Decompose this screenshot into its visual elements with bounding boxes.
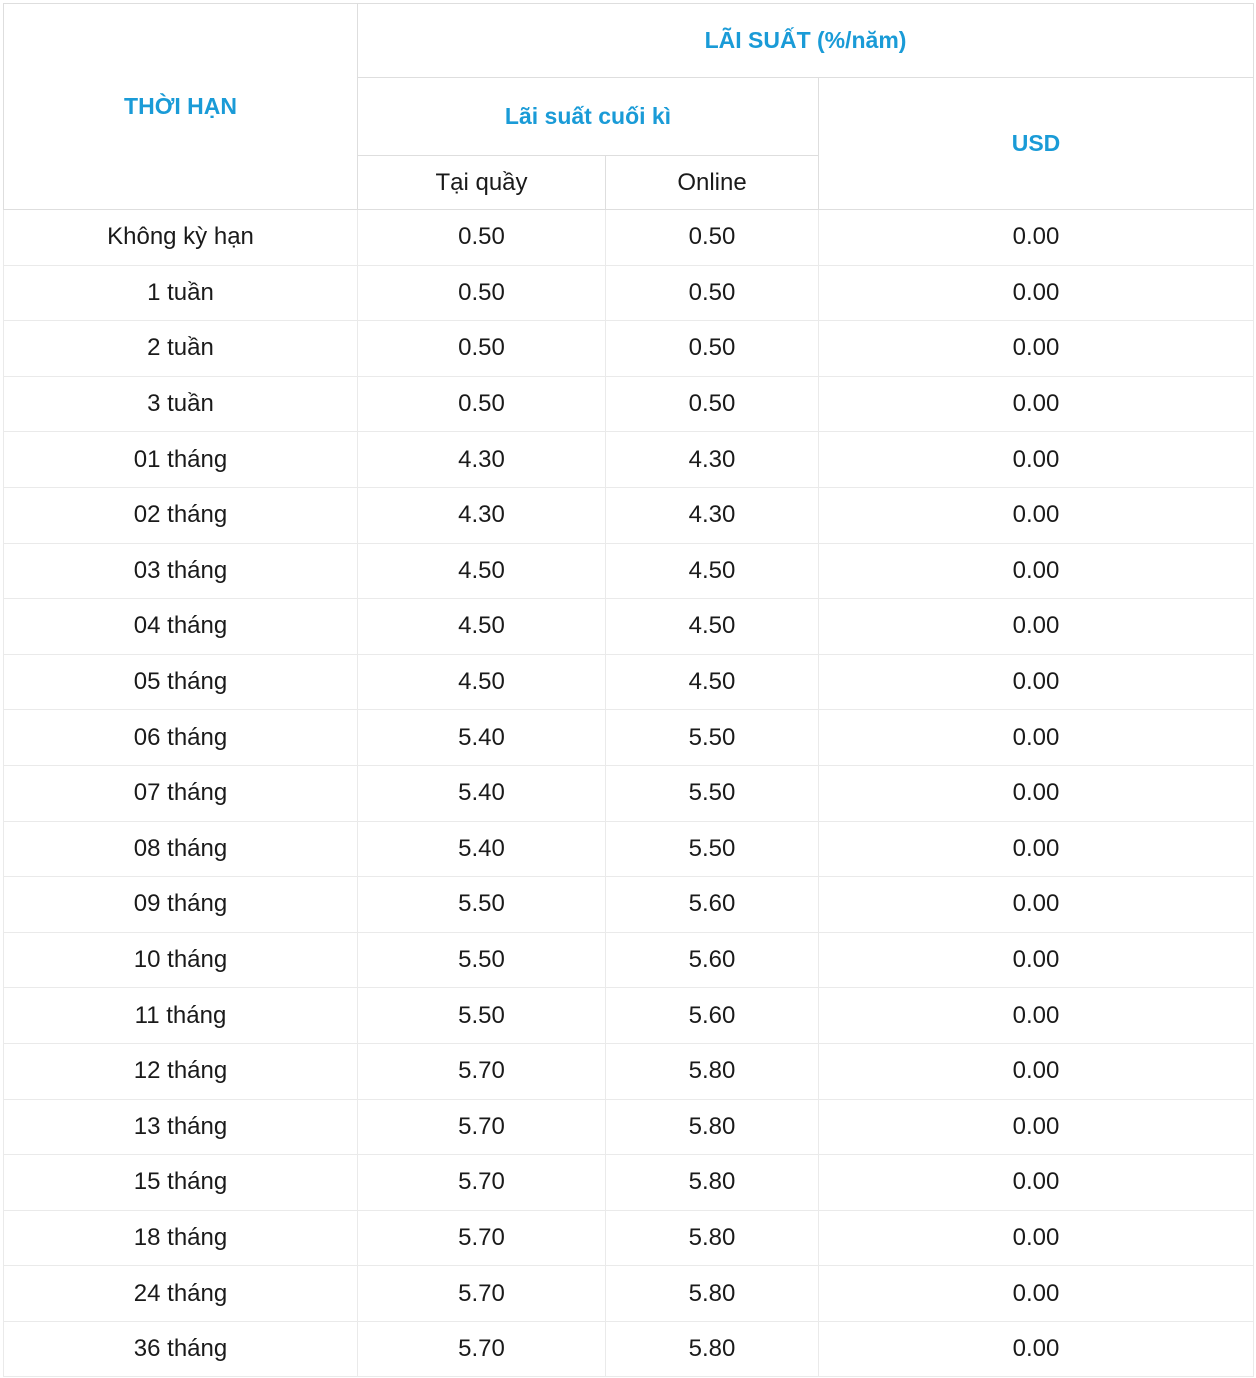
counter-rate-cell: 5.70 <box>358 1266 606 1322</box>
counter-rate-cell: 5.40 <box>358 765 606 821</box>
end-of-term-group-header: Lãi suất cuối kì <box>358 78 819 156</box>
usd-rate-cell: 0.00 <box>819 543 1254 599</box>
table-row <box>4 1043 1254 1099</box>
counter-rate-cell: 5.70 <box>358 1043 606 1099</box>
counter-rate-cell: 4.30 <box>358 487 606 543</box>
table-row <box>4 321 1254 377</box>
header-row-term-and-rate <box>4 4 1254 78</box>
online-rate-cell: 0.50 <box>606 265 819 321</box>
table-row <box>4 599 1254 655</box>
table-row <box>4 821 1254 877</box>
term-cell: 06 tháng <box>4 710 358 766</box>
table-row <box>4 1155 1254 1211</box>
table-row <box>4 1321 1254 1377</box>
usd-rate-cell: 0.00 <box>819 1043 1254 1099</box>
usd-rate-cell: 0.00 <box>819 487 1254 543</box>
usd-rate-cell: 0.00 <box>819 710 1254 766</box>
usd-rate-cell: 0.00 <box>819 877 1254 933</box>
usd-rate-cell: 0.00 <box>819 988 1254 1044</box>
online-rate-cell: 0.50 <box>606 210 819 266</box>
counter-rate-cell: 4.50 <box>358 543 606 599</box>
usd-rate-cell: 0.00 <box>819 376 1254 432</box>
table-row <box>4 543 1254 599</box>
usd-rate-cell: 0.00 <box>819 1155 1254 1211</box>
counter-rate-cell: 0.50 <box>358 265 606 321</box>
interest-rate-table <box>3 3 1254 1377</box>
channel-header-online: Online <box>606 156 819 210</box>
usd-rate-cell: 0.00 <box>819 932 1254 988</box>
online-rate-cell: 5.80 <box>606 1099 819 1155</box>
table-row <box>4 265 1254 321</box>
usd-rate-cell: 0.00 <box>819 1099 1254 1155</box>
online-rate-cell: 5.80 <box>606 1043 819 1099</box>
counter-rate-cell: 5.70 <box>358 1155 606 1211</box>
usd-rate-cell: 0.00 <box>819 765 1254 821</box>
counter-rate-cell: 0.50 <box>358 210 606 266</box>
table-row <box>4 376 1254 432</box>
usd-rate-cell: 0.00 <box>819 654 1254 710</box>
usd-rate-cell: 0.00 <box>819 821 1254 877</box>
online-rate-cell: 5.60 <box>606 932 819 988</box>
online-rate-cell: 0.50 <box>606 321 819 377</box>
online-rate-cell: 4.50 <box>606 543 819 599</box>
counter-rate-cell: 4.50 <box>358 654 606 710</box>
online-rate-cell: 4.30 <box>606 487 819 543</box>
online-rate-cell: 4.50 <box>606 599 819 655</box>
table-row <box>4 932 1254 988</box>
term-cell: 05 tháng <box>4 654 358 710</box>
rate-group-header: LÃI SUẤT (%/năm) <box>358 4 1254 78</box>
online-rate-cell: 5.80 <box>606 1155 819 1211</box>
table-row <box>4 487 1254 543</box>
term-cell: 12 tháng <box>4 1043 358 1099</box>
term-cell: 02 tháng <box>4 487 358 543</box>
term-cell: 36 tháng <box>4 1321 358 1377</box>
usd-rate-cell: 0.00 <box>819 599 1254 655</box>
channel-header-counter: Tại quầy <box>358 156 606 210</box>
online-rate-cell: 4.30 <box>606 432 819 488</box>
counter-rate-cell: 5.70 <box>358 1321 606 1377</box>
online-rate-cell: 5.80 <box>606 1321 819 1377</box>
usd-rate-cell: 0.00 <box>819 1266 1254 1322</box>
usd-rate-cell: 0.00 <box>819 432 1254 488</box>
usd-rate-cell: 0.00 <box>819 1321 1254 1377</box>
term-cell: 08 tháng <box>4 821 358 877</box>
online-rate-cell: 5.80 <box>606 1266 819 1322</box>
table-header <box>4 4 1254 210</box>
term-cell: 3 tuần <box>4 376 358 432</box>
table-row <box>4 765 1254 821</box>
term-cell: 13 tháng <box>4 1099 358 1155</box>
table-row <box>4 210 1254 266</box>
usd-rate-cell: 0.00 <box>819 321 1254 377</box>
term-cell: 09 tháng <box>4 877 358 933</box>
table-row <box>4 654 1254 710</box>
term-cell: 1 tuần <box>4 265 358 321</box>
table-row <box>4 1099 1254 1155</box>
term-cell: 07 tháng <box>4 765 358 821</box>
online-rate-cell: 5.50 <box>606 821 819 877</box>
online-rate-cell: 5.80 <box>606 1210 819 1266</box>
term-cell: 18 tháng <box>4 1210 358 1266</box>
table-row <box>4 710 1254 766</box>
term-cell: 11 tháng <box>4 988 358 1044</box>
table-row <box>4 1210 1254 1266</box>
term-cell: 24 tháng <box>4 1266 358 1322</box>
online-rate-cell: 5.60 <box>606 988 819 1044</box>
counter-rate-cell: 5.70 <box>358 1210 606 1266</box>
counter-rate-cell: 5.40 <box>358 821 606 877</box>
counter-rate-cell: 0.50 <box>358 376 606 432</box>
term-cell: 10 tháng <box>4 932 358 988</box>
online-rate-cell: 0.50 <box>606 376 819 432</box>
counter-rate-cell: 5.70 <box>358 1099 606 1155</box>
table-row <box>4 988 1254 1044</box>
online-rate-cell: 5.60 <box>606 877 819 933</box>
counter-rate-cell: 5.40 <box>358 710 606 766</box>
online-rate-cell: 4.50 <box>606 654 819 710</box>
term-cell: 2 tuần <box>4 321 358 377</box>
usd-rate-cell: 0.00 <box>819 210 1254 266</box>
counter-rate-cell: 4.30 <box>358 432 606 488</box>
table-row <box>4 877 1254 933</box>
rate-table-body <box>4 210 1254 1377</box>
online-rate-cell: 5.50 <box>606 765 819 821</box>
table-row <box>4 432 1254 488</box>
table-row <box>4 1266 1254 1322</box>
term-cell: 04 tháng <box>4 599 358 655</box>
online-rate-cell: 5.50 <box>606 710 819 766</box>
term-cell: 03 tháng <box>4 543 358 599</box>
term-cell: 15 tháng <box>4 1155 358 1211</box>
term-cell: Không kỳ hạn <box>4 210 358 266</box>
counter-rate-cell: 5.50 <box>358 877 606 933</box>
counter-rate-cell: 4.50 <box>358 599 606 655</box>
counter-rate-cell: 0.50 <box>358 321 606 377</box>
counter-rate-cell: 5.50 <box>358 988 606 1044</box>
term-column-header: THỜI HẠN <box>4 4 358 210</box>
term-cell: 01 tháng <box>4 432 358 488</box>
usd-rate-cell: 0.00 <box>819 1210 1254 1266</box>
usd-rate-cell: 0.00 <box>819 265 1254 321</box>
counter-rate-cell: 5.50 <box>358 932 606 988</box>
usd-column-header: USD <box>819 78 1254 210</box>
